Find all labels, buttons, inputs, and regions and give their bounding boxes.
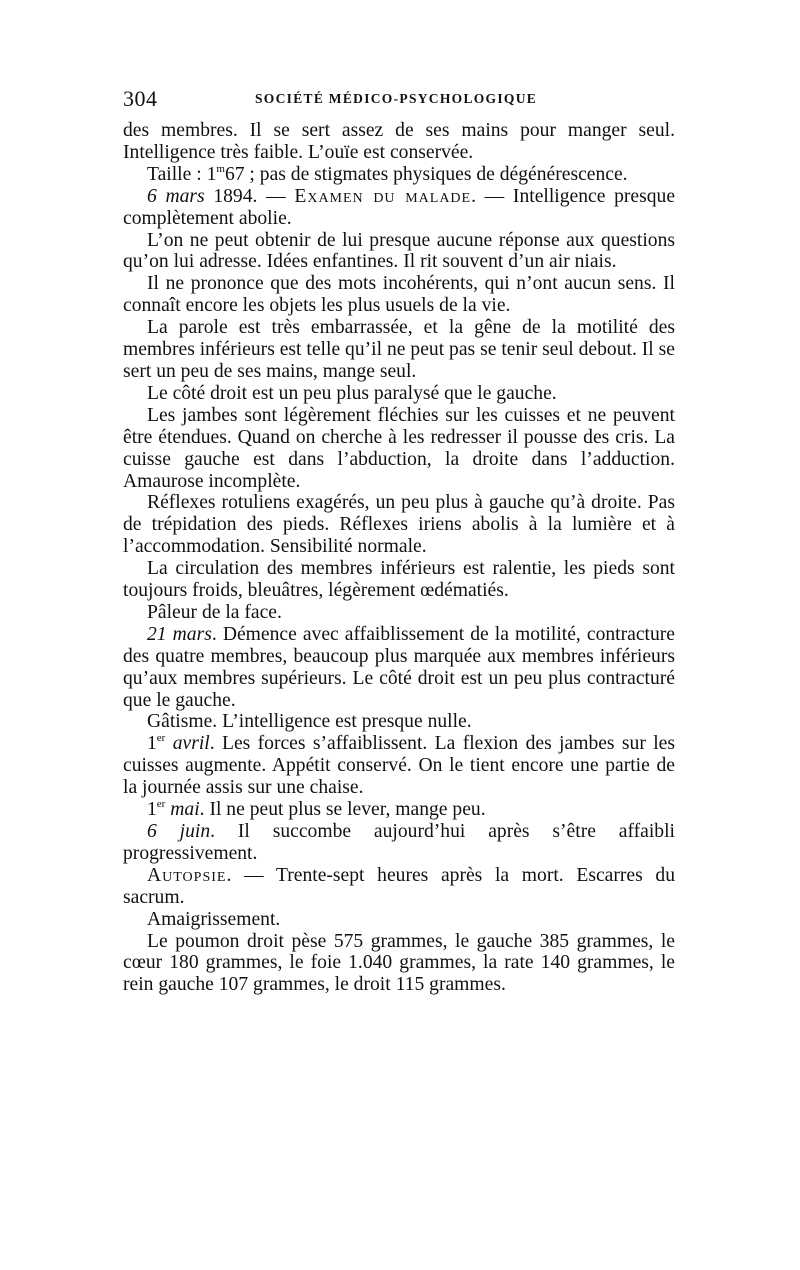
paragraph: Il ne prononce que des mots incohérents, qui n’ont aucun sens. Il connaît encore les objets les plus usuels de la vie. bbox=[123, 273, 675, 317]
date-june-6: 6 juin bbox=[147, 821, 211, 842]
year-text: 1894. — bbox=[204, 185, 295, 207]
body-text bbox=[123, 120, 675, 996]
paragraph: Le côté droit est un peu plus paralysé que le gauche. bbox=[147, 382, 557, 404]
paragraph: Gâtisme. L’intelligence est presque nulle. bbox=[147, 711, 472, 733]
running-title: SOCIÉTÉ MÉDICO-PSYCHOLOGIQUE bbox=[255, 91, 538, 106]
paragraph: Pâleur de la face. bbox=[147, 601, 282, 623]
section-heading-autopsy: Autopsie bbox=[147, 864, 227, 886]
date-ordinal: er bbox=[156, 732, 166, 745]
paragraph-text: . Démence avec affaiblissement de la motilité, contracture des quatre membres, beaucoup plus marquée aux membres inférieurs qu’aux membres supérieurs. Le côté droit est un peu plus contracturé que le gauche. bbox=[123, 623, 675, 711]
paragraph-may-1 bbox=[123, 799, 675, 821]
paragraph-text: . Il succombe aujourd’hui après s’être affaibli progressivement. bbox=[123, 821, 675, 864]
paragraph-march-21 bbox=[123, 624, 675, 712]
date-ordinal: er bbox=[156, 798, 166, 811]
date-day: 1 bbox=[147, 799, 157, 821]
paragraph: L’on ne peut obtenir de lui presque aucune réponse aux questions qu’on lui adresse. Idées enfantines. Il rit souvent d’un air niais. bbox=[123, 229, 675, 273]
height-unit: m bbox=[216, 162, 225, 175]
height-text-rest: 67 ; pas de stigmates physiques de dégénérescence. bbox=[224, 163, 628, 185]
paragraph: Les jambes sont légèrement fléchies sur les cuisses et ne peuvent être étendues. Quand on cherche à les redresser il pousse des cris. La cuisse gauche est dans l’abduction, la droite dans l’adduction. Amaurose incomplète. bbox=[123, 404, 675, 492]
page-number: 304 bbox=[123, 86, 158, 111]
running-head bbox=[123, 86, 675, 116]
section-heading-examination: Examen du malade bbox=[294, 185, 472, 207]
paragraph-examination bbox=[123, 186, 675, 230]
paragraph: La parole est très embarrassée, et la gêne de la motilité des membres inférieurs est telle qu’il ne peut pas se tenir seul debout. Il se sert un peu de ses mains, mange seul. bbox=[123, 317, 675, 382]
date-day: 1 bbox=[147, 733, 157, 755]
paragraph-text: . — Trente-sept heures après la mort. Escarres du sacrum. bbox=[123, 864, 675, 908]
date-march-6: 6 mars bbox=[147, 185, 205, 207]
paragraph: Réflexes rotuliens exagérés, un peu plus à gauche qu’à droite. Pas de trépidation des pieds. Réflexes iriens abolis à la lumière et à l’accommodation. Sensibilité normale. bbox=[123, 492, 675, 558]
paragraph-continuation: des membres. Il se sert assez de ses mains pour manger seul. Intelligence très faible. L’ouïe est conservée. bbox=[123, 120, 675, 163]
paragraph-autopsy bbox=[123, 865, 675, 909]
paragraph-organ-weights: Le poumon droit pèse 575 grammes, le gauche 385 grammes, le cœur 180 grammes, le foie 1.040 grammes, la rate 140 grammes, le rein gauche 107 grammes, le droit 115 grammes. bbox=[123, 930, 675, 996]
paragraph-june-6 bbox=[123, 821, 675, 865]
book-page bbox=[123, 86, 675, 996]
paragraph: Amaigrissement. bbox=[147, 908, 281, 930]
paragraph-april-1 bbox=[123, 733, 675, 799]
paragraph-text: . Il ne peut plus se lever, mange peu. bbox=[199, 799, 486, 821]
date-month: avril bbox=[165, 733, 210, 755]
height-text: Taille : 1 bbox=[147, 163, 217, 185]
date-month: mai bbox=[165, 799, 200, 821]
paragraph-height bbox=[123, 164, 675, 186]
examination-text: . — Intelligence presque complètement abolie. bbox=[123, 185, 676, 229]
date-march-21: 21 mars bbox=[147, 623, 212, 645]
paragraph-text: . Les forces s’affaiblissent. La flexion des jambes sur les cuisses augmente. Appétit conservé. On le tient encore une partie de la journée assis sur une chaise. bbox=[123, 733, 675, 799]
paragraph: La circulation des membres inférieurs est ralentie, les pieds sont toujours froids, bleuâtres, légèrement œdématiés. bbox=[123, 558, 675, 602]
